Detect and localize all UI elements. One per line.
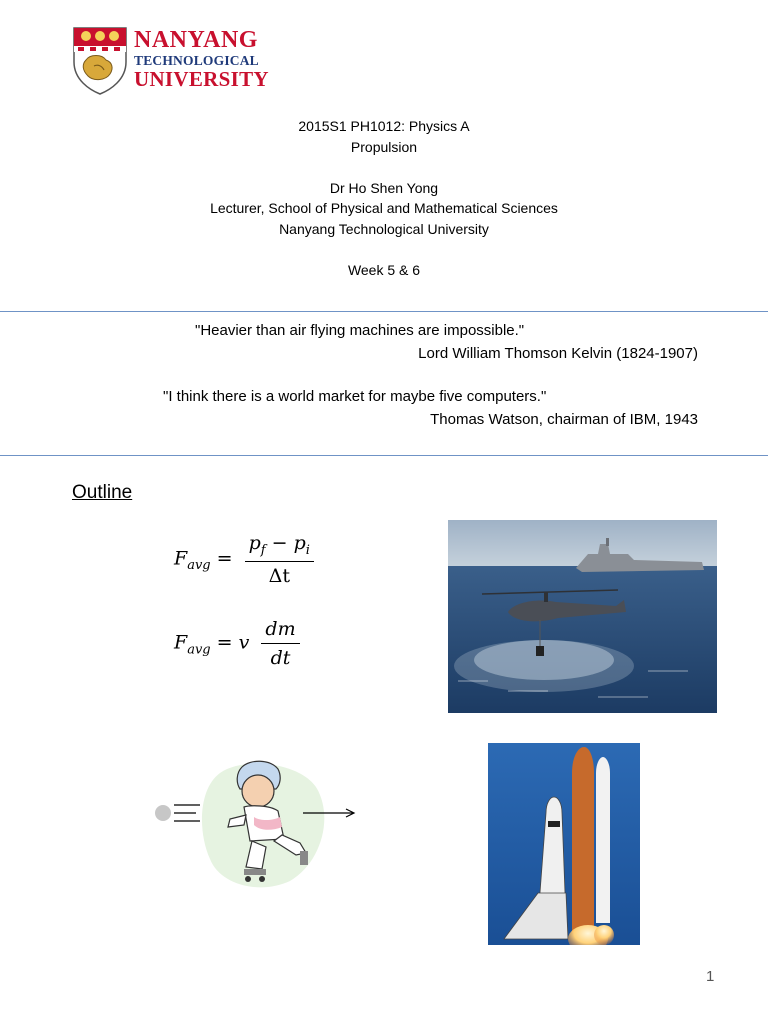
course-title: 2015S1 PH1012: Physics A bbox=[298, 118, 470, 134]
spacer bbox=[0, 157, 768, 178]
logo-line-nanyang: NANYANG bbox=[134, 27, 258, 53]
skater-throwing-ball-image bbox=[150, 755, 360, 890]
topic-title: Propulsion bbox=[350, 138, 418, 155]
university-name: Nanyang Technological University bbox=[279, 220, 489, 237]
logo-line-technological: TECHNOLOGICAL bbox=[134, 53, 259, 68]
page-number: 1 bbox=[706, 968, 715, 985]
equation-average-force-mass-rate: $F_{avg} = v$ $\frac{dm}{dt}$ bbox=[174, 618, 300, 669]
title-block bbox=[0, 116, 768, 280]
equation-average-force-momentum: $F_{avg}$ = $\frac{p_f - p_i}{\Delta t}$ bbox=[174, 532, 314, 587]
logo-line-university: UNIVERSITY bbox=[134, 67, 269, 91]
fraction: $\frac{p_f - p_i}{\Delta t}$ bbox=[245, 532, 314, 587]
outline-heading: Outline bbox=[72, 482, 133, 503]
space-shuttle-launch-image bbox=[488, 743, 640, 945]
lecturer-name: Dr Ho Shen Yong bbox=[329, 179, 439, 196]
ball-icon bbox=[155, 805, 171, 821]
quote-2-author: Thomas Watson, chairman of IBM, 1943 bbox=[430, 411, 698, 428]
helicopter-over-sea-image bbox=[448, 520, 717, 713]
ntu-crest-icon bbox=[72, 26, 128, 96]
divider-top bbox=[0, 311, 768, 312]
week-label: Week 5 & 6 bbox=[347, 261, 421, 278]
divider-bottom bbox=[0, 455, 768, 456]
quote-2-text: "I think there is a world market for maybe five computers." bbox=[163, 388, 547, 405]
ntu-logo bbox=[72, 26, 272, 98]
lecturer-role: Lecturer, School of Physical and Mathematical Sciences bbox=[210, 200, 558, 216]
quote-1-text: "Heavier than air flying machines are impossible." bbox=[195, 322, 525, 339]
fraction: $\frac{dm}{dt}$ bbox=[261, 618, 299, 669]
spacer bbox=[0, 239, 768, 260]
quote-1-author: Lord William Thomson Kelvin (1824-1907) bbox=[418, 345, 698, 362]
